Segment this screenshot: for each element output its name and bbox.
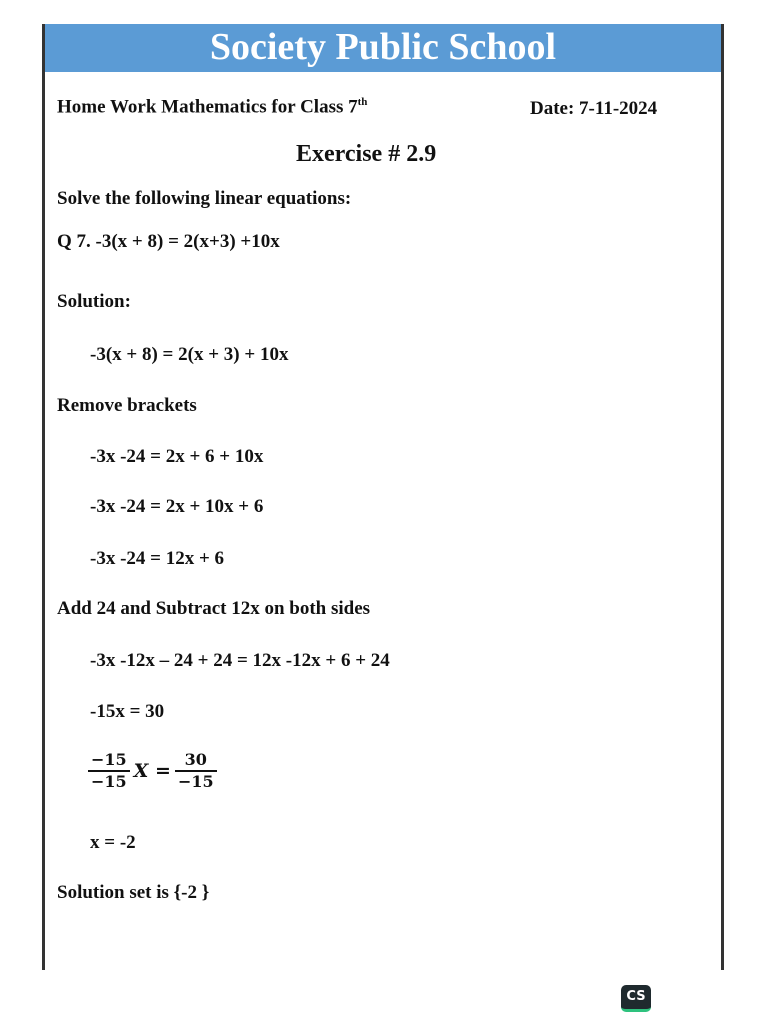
fraction-equation	[88, 750, 217, 792]
camscanner-logo: CS	[621, 985, 651, 1012]
solution-label: Solution:	[57, 291, 131, 312]
step-6: -15x = 30	[90, 701, 165, 722]
step-1: -3(x + 8) = 2(x + 3) + 10x	[90, 344, 289, 365]
school-banner: Society Public School	[45, 24, 721, 72]
fraction-middle	[130, 760, 175, 782]
equals-sign: =	[155, 760, 171, 782]
question-text: Q 7. -3(x + 8) = 2(x+3) +10x	[57, 231, 280, 252]
right-denominator: −15	[177, 772, 214, 791]
homework-date: Date: 7-11-2024	[530, 98, 658, 119]
exercise-title: Exercise # 2.9	[296, 141, 437, 167]
step-3: -3x -24 = 2x + 10x + 6	[90, 496, 264, 517]
homework-title: Home Work Mathematics for Class 7th	[57, 96, 368, 118]
variable-x: X	[133, 760, 149, 782]
right-numerator: 30	[175, 750, 217, 772]
left-fraction	[88, 750, 130, 792]
right-fraction	[175, 750, 217, 792]
left-denominator: −15	[91, 772, 127, 791]
class-suffix: th	[357, 96, 368, 108]
remove-brackets-label: Remove brackets	[57, 395, 197, 416]
left-numerator: −15	[88, 750, 130, 772]
add-subtract-label: Add 24 and Subtract 12x on both sides	[57, 598, 371, 619]
solution-set: Solution set is {-2 }	[57, 882, 210, 903]
step-5: -3x -12x – 24 + 24 = 12x -12x + 6 + 24	[90, 650, 390, 671]
instruction-text: Solve the following linear equations:	[57, 188, 352, 209]
step-4: -3x -24 = 12x + 6	[90, 548, 225, 569]
step-7: x = -2	[90, 832, 136, 853]
step-2: -3x -24 = 2x + 6 + 10x	[90, 446, 264, 467]
